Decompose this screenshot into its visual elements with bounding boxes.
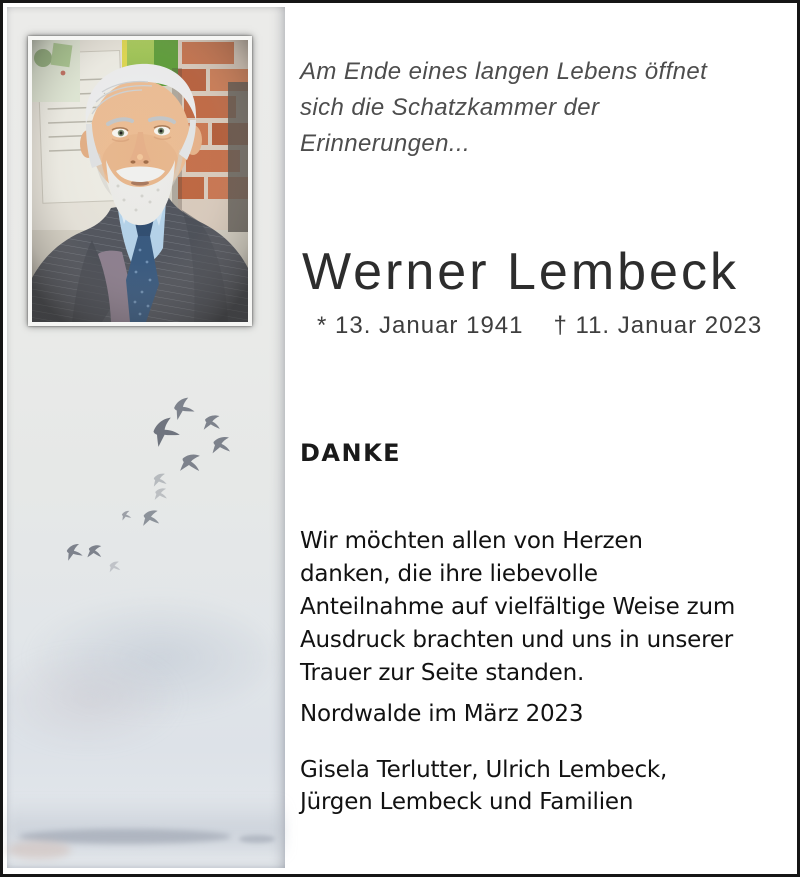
- family-names: [300, 754, 667, 818]
- portrait-photo: [28, 36, 252, 326]
- life-dates: [317, 312, 762, 340]
- memorial-artwork-panel: [7, 7, 285, 868]
- place-and-date: Nordwalde im März 2023: [300, 701, 584, 727]
- watercolor-cloud: [25, 595, 270, 720]
- family-line: Jürgen Lembeck und Familien: [300, 789, 634, 815]
- watercolor-horizon-smudge: [19, 829, 231, 844]
- watercolor-horizon-smudge: [239, 835, 275, 843]
- birth-date: * 13. Januar 1941: [317, 312, 524, 339]
- thanks-paragraph: [300, 525, 735, 690]
- watercolor-cloud: [0, 647, 183, 752]
- thanks-line: danken, die ihre liebevolle: [300, 561, 598, 587]
- watercolor-pink-tint: [7, 841, 71, 859]
- family-line: Gisela Terlutter, Ulrich Lembeck,: [300, 757, 668, 783]
- death-date: † 11. Januar 2023: [553, 312, 763, 339]
- watercolor-haze: [7, 799, 285, 855]
- thanks-line: Trauer zur Seite standen.: [300, 660, 585, 686]
- thanks-line: Anteilnahme auf vielfältige Weise zum: [300, 594, 736, 620]
- quote-line: Erinnerungen...: [300, 130, 471, 157]
- quote-line: sich die Schatzkammer der: [300, 94, 600, 121]
- thanks-line: Ausdruck brachten und uns in unserer: [300, 627, 734, 653]
- thanks-line: Wir möchten allen von Herzen: [300, 528, 643, 554]
- flying-birds-illustration: [33, 383, 253, 598]
- thanks-heading: DANKE: [300, 439, 402, 467]
- portrait-photo-illustration: [32, 40, 248, 322]
- quote-line: Am Ende eines langen Lebens öffnet: [300, 58, 708, 85]
- memorial-quote: [300, 54, 707, 162]
- deceased-name: Werner Lembeck: [302, 243, 739, 301]
